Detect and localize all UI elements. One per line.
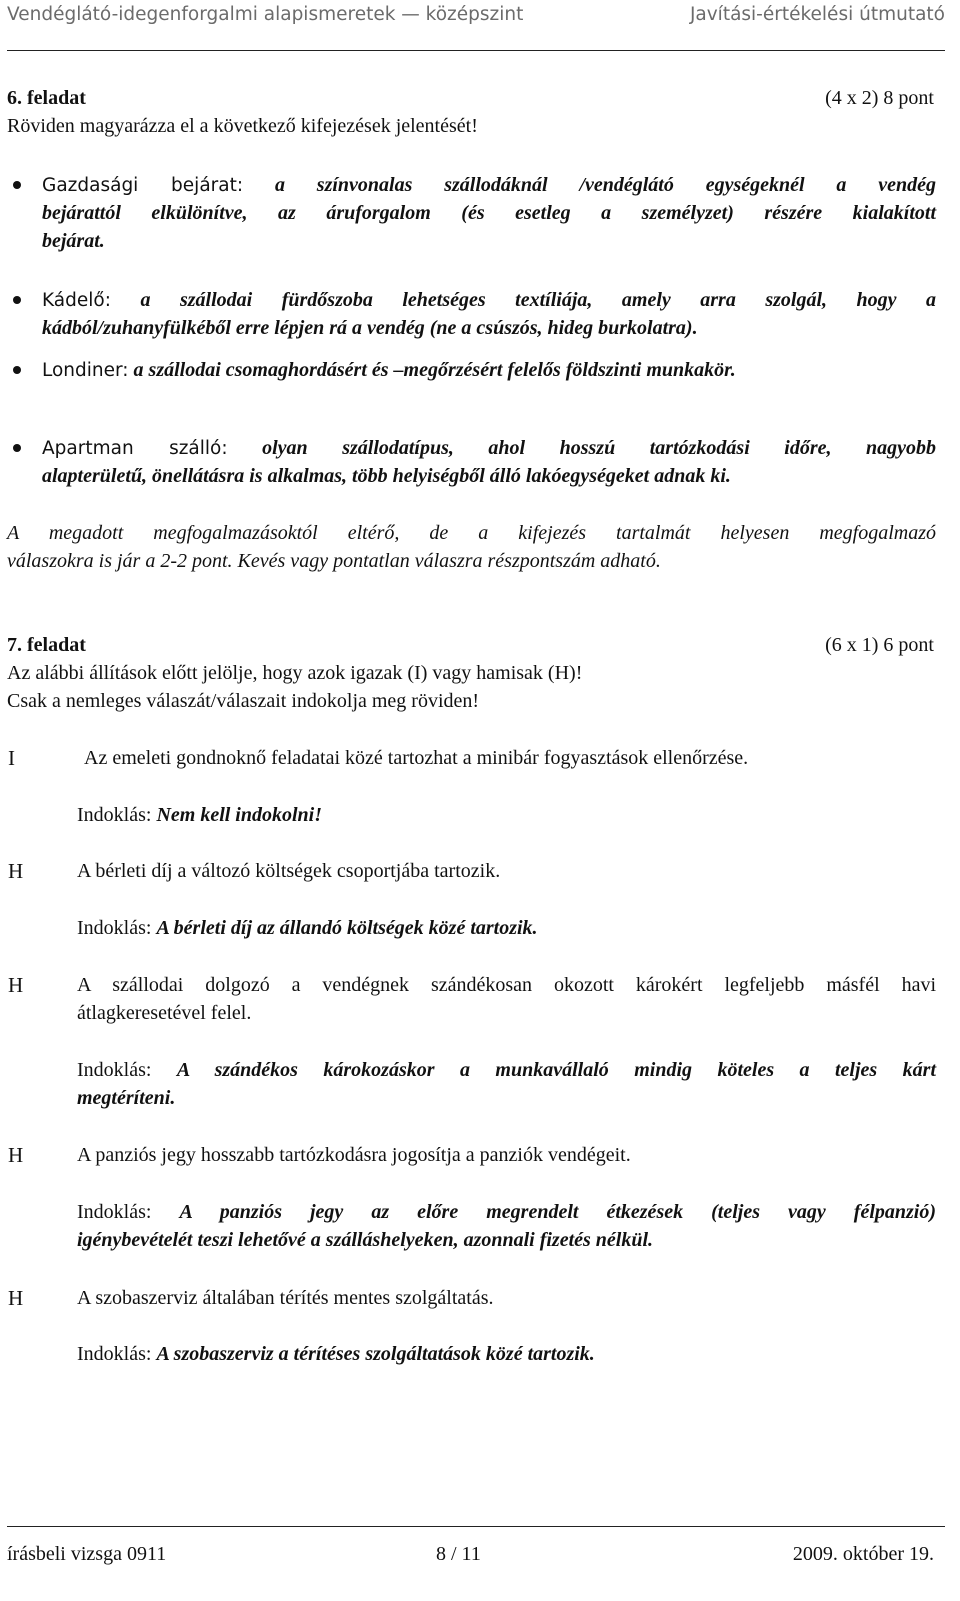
task6-item-2-line-2: kádból/zuhanyfülkéből erre lépjen rá a vendég (ne a csúszós, hideg burkolatra). (42, 317, 698, 339)
task7-instruction-1: Az alábbi állítások előtt jelölje, hogy azok igazak (I) vagy hamisak (H)! (7, 662, 583, 684)
task6-points: (4 x 2) 8 pont (825, 87, 934, 109)
page-header (7, 2, 945, 30)
task7-points: (6 x 1) 6 pont (825, 634, 934, 656)
bullet-icon (13, 366, 21, 374)
statement-3-reason-line-2: megtéríteni. (77, 1087, 176, 1109)
task7-title: 7. feladat (7, 634, 86, 656)
task6-item-4-line-2: alapterületű, önellátásra is alkalmas, több helyiségből álló lakóegységeket adnak ki. (42, 465, 731, 487)
answer-mark: I (8, 746, 15, 770)
task7-instruction-2: Csak a nemleges válaszát/válaszait indokolja meg röviden! (7, 690, 480, 712)
task6-note-line-1: A megadott megfogalmazásoktól eltérő, de a kifejezés tartalmát helyesen megfogalmazó (7, 522, 936, 544)
statement-1-text: Az emeleti gondnoknő feladatai közé tartozhat a minibár fogyasztások ellenőrzése. (84, 747, 749, 769)
task6-item-1-line-2: bejárattól elkülönítve, az áruforgalom (és esetleg a személyzet) részére kialakított (42, 202, 936, 224)
task6-title: 6. feladat (7, 87, 86, 109)
statement-2-text: A bérleti díj a változó költségek csoportjába tartozik. (77, 860, 501, 882)
answer-mark: H (8, 859, 24, 883)
task6-item-1-line-3: bejárat. (42, 230, 105, 252)
task6-item-1-line-1: Gazdasági bejárat: a színvonalas szállodáknál /vendéglátó egységeknél a vendég (42, 174, 937, 196)
task6-note-line-2: válaszokra is jár a 2-2 pont. Kevés vagy pontatlan válaszra részpontszám adható. (7, 550, 661, 572)
statement-3-text-line-1: A szállodai dolgozó a vendégnek szándékosan okozott károkért legfeljebb másfél havi (77, 974, 936, 996)
statement-2-reason: Indoklás: A bérleti díj az állandó költségek közé tartozik. (77, 917, 538, 939)
statement-3-reason-line-1: Indoklás: A szándékos károkozáskor a munkavállaló mindig köteles a teljes kárt (77, 1059, 936, 1081)
answer-mark: H (8, 973, 24, 997)
statement-4-reason-line-1: Indoklás: A panziós jegy az előre megrendelt étkezések (teljes vagy félpanzió) (77, 1201, 936, 1223)
header-rule (7, 50, 945, 51)
footer-date: 2009. október 19. (792, 1543, 934, 1565)
statement-4-text: A panziós jegy hosszabb tartózkodásra jogosítja a panziók vendégeit. (77, 1144, 631, 1166)
bullet-icon (13, 444, 21, 452)
footer-left: írásbeli vizsga 0911 (7, 1543, 167, 1565)
bullet-icon (13, 181, 21, 189)
task6-item-4-line-1: Apartman szálló: olyan szállodatípus, ahol hosszú tartózkodási időre, nagyobb (42, 437, 936, 459)
footer-page-number: 8 / 11 (436, 1543, 481, 1565)
statement-4-reason-line-2: igénybevételét teszi lehetővé a szálláshelyeken, azonnali fizetés nélkül. (77, 1229, 654, 1251)
task6-item-3-line-1: Londiner: a szállodai csomaghordásért és –megőrzésért felelős földszinti munkakör. (42, 359, 736, 381)
statement-5-reason: Indoklás: A szobaszerviz a térítéses szolgáltatások közé tartozik. (77, 1343, 595, 1365)
statement-3-text-line-2: átlagkeresetével felel. (77, 1002, 252, 1024)
footer-rule (7, 1526, 945, 1527)
bullet-icon (13, 296, 21, 304)
task6-instruction: Röviden magyarázza el a következő kifejezések jelentését! (7, 115, 478, 137)
answer-mark: H (8, 1286, 24, 1310)
task6-item-2-line-1: Kádelő: a szállodai fürdőszoba lehetséges textíliája, amely arra szolgál, hogy a (42, 289, 937, 311)
header-right: Javítási-értékelési útmutató (689, 4, 945, 25)
statement-5-text: A szobaszerviz általában térítés mentes szolgáltatás. (77, 1287, 494, 1309)
statement-1-reason: Indoklás: Nem kell indokolni! (77, 804, 323, 826)
header-left: Vendéglátó-idegenforgalmi alapismeretek — középszint (7, 4, 524, 25)
answer-mark: H (8, 1143, 24, 1167)
